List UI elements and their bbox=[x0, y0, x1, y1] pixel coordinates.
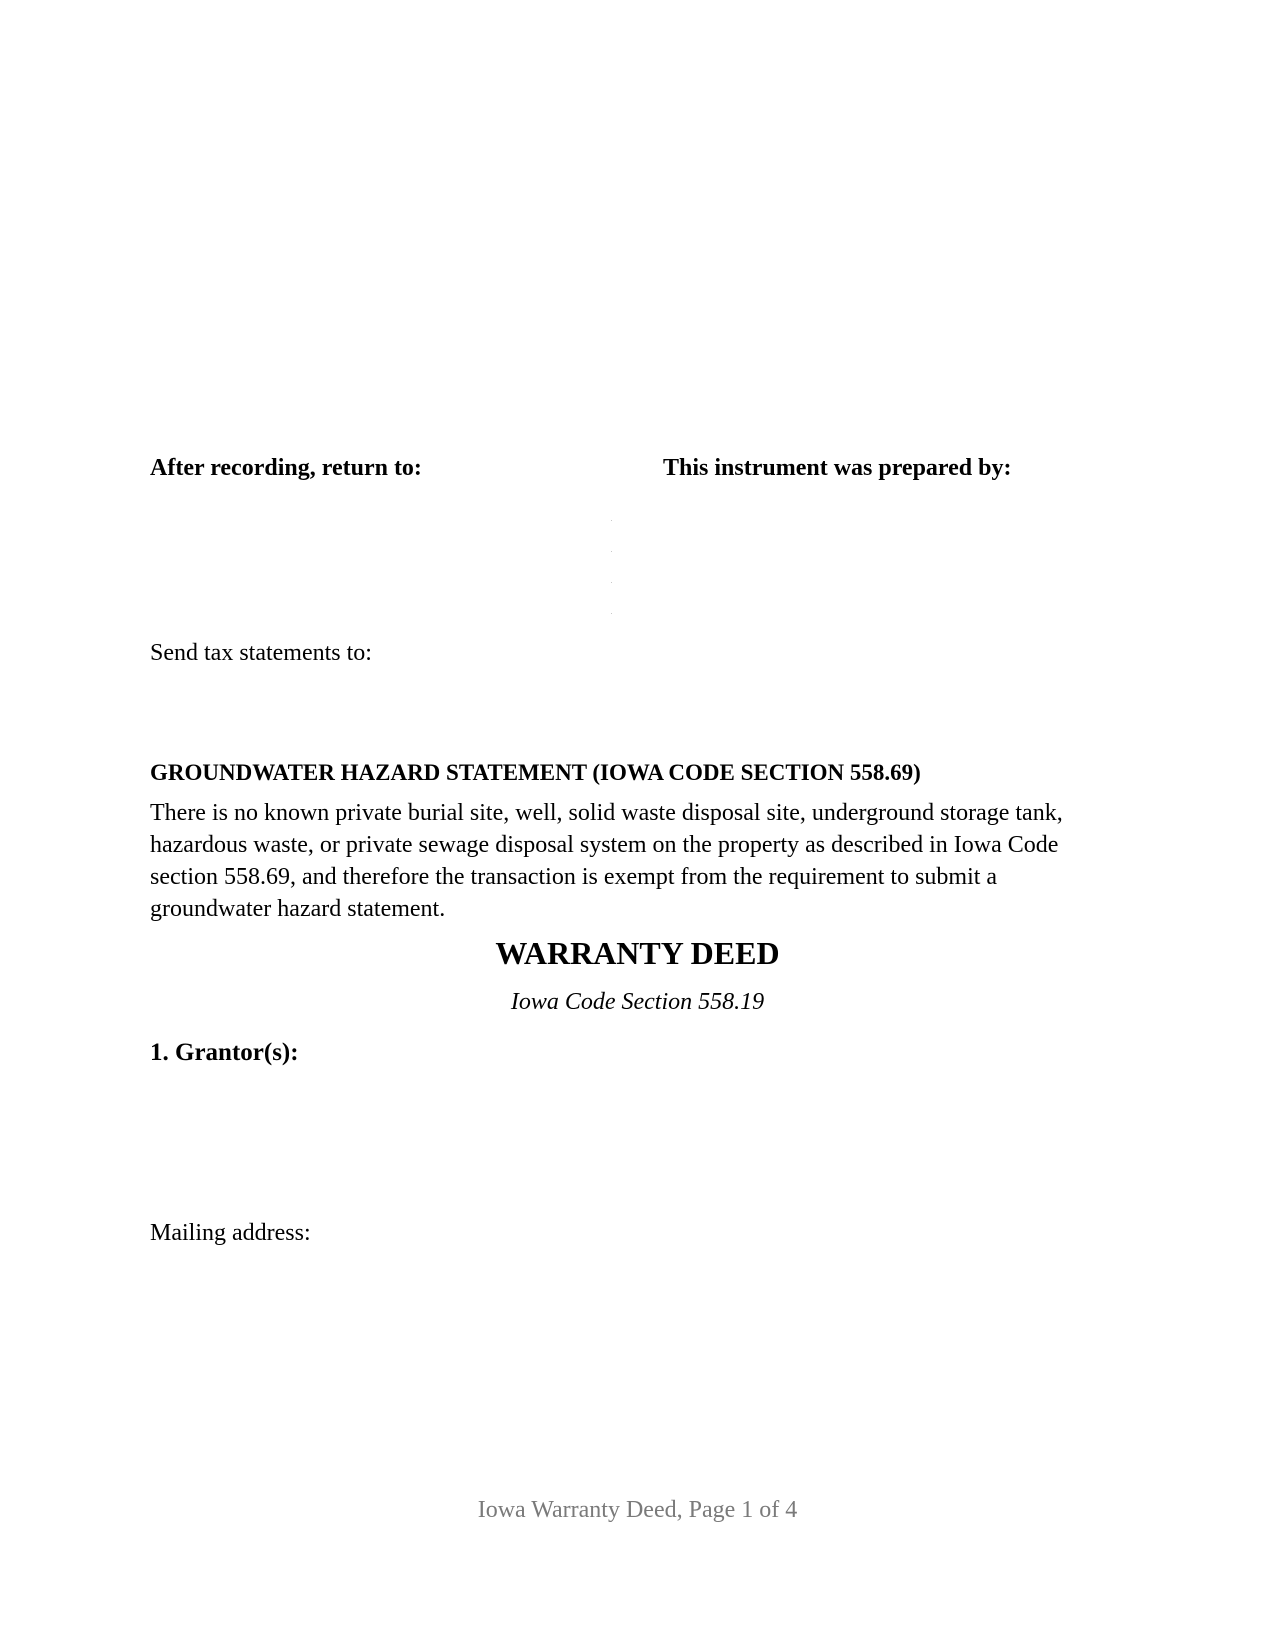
divider-dot bbox=[611, 520, 612, 521]
divider-dot bbox=[611, 551, 612, 552]
divider-dot bbox=[611, 613, 612, 614]
grantor-label: 1. Grantor(s): bbox=[150, 1039, 299, 1066]
divider-dot bbox=[611, 582, 612, 583]
document-title: WARRANTY DEED bbox=[495, 935, 780, 971]
groundwater-hazard-heading: GROUNDWATER HAZARD STATEMENT (IOWA CODE SECTION 558.69) bbox=[150, 760, 921, 785]
document-subtitle: Iowa Code Section 558.19 bbox=[510, 989, 765, 1015]
column-divider-dots bbox=[611, 520, 613, 620]
return-to-label: After recording, return to: bbox=[150, 455, 422, 481]
groundwater-hazard-body: There is no known private burial site, well, solid waste disposal site, underground storage tank, hazardous waste, or private sewage disposal system on the property as described in Iowa Code section 558.69, and therefore the transaction is exempt from the requirement to submit a groundwater hazard statement. bbox=[150, 800, 1063, 922]
page-footer: Iowa Warranty Deed, Page 1 of 4 bbox=[477, 1497, 798, 1523]
mailing-address-label: Mailing address: bbox=[150, 1220, 311, 1246]
prepared-by-label: This instrument was prepared by: bbox=[663, 455, 1012, 481]
send-tax-statements-label: Send tax statements to: bbox=[150, 640, 372, 666]
